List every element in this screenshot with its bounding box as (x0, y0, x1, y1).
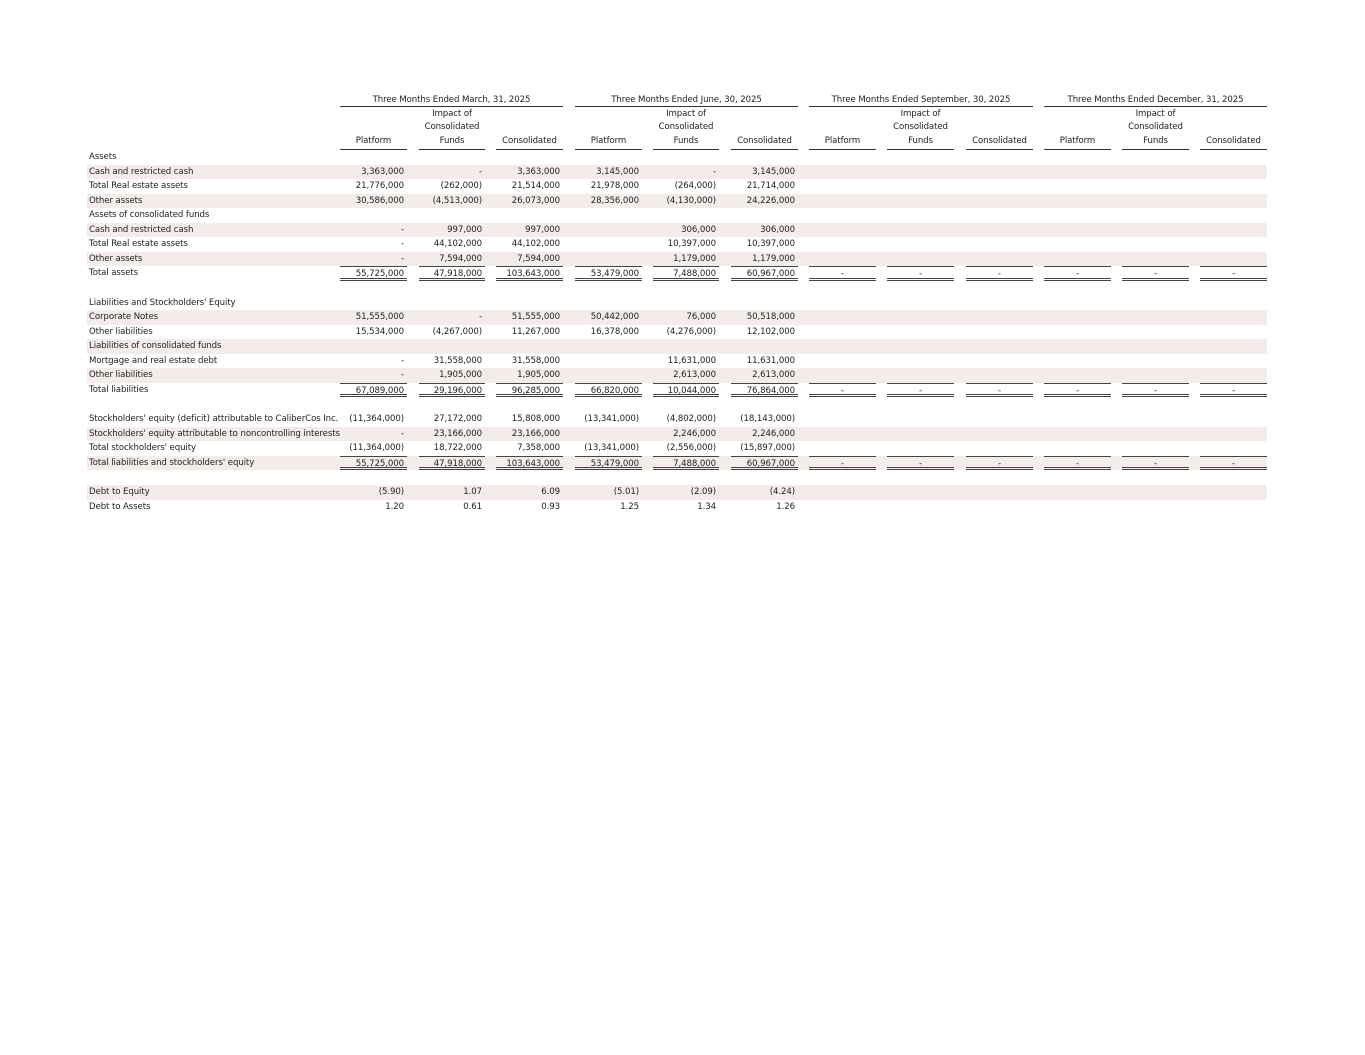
spacer-row (87, 470, 1267, 485)
column-header-text: Platform (355, 136, 392, 147)
value-cell: - (400, 355, 404, 366)
value-cell: 96,285,000 (496, 383, 563, 398)
value-cell: 28,356,000 (590, 195, 639, 206)
row-label: Other liabilities (89, 326, 153, 337)
period-header-q4: Three Months Ended December, 31, 2025 (1044, 93, 1267, 107)
row-label: Liabilities and Stockholders' Equity (89, 297, 236, 308)
table-header (87, 93, 1267, 150)
row-label: Total Real estate assets (89, 239, 188, 249)
column-header-text: Funds (908, 136, 933, 147)
value-cell: - (966, 456, 1033, 471)
value-cell: (2,556,000) (666, 443, 716, 453)
value-cell: (4,130,000) (666, 195, 716, 206)
value-cell: 2,246,000 (752, 428, 795, 439)
row-label: Mortgage and real estate debt (89, 355, 218, 366)
value-cell: (11,364,000) (349, 443, 404, 453)
column-header-text: Impact of (1135, 108, 1176, 119)
value-cell: 53,479,000 (575, 456, 642, 471)
value-cell (575, 237, 642, 252)
value-cell: 15,808,000 (511, 414, 560, 424)
spacer-row (87, 397, 1267, 412)
value-cell (575, 223, 642, 238)
row-label: Assets of consolidated funds (89, 210, 210, 220)
value-cell: 306,000 (760, 224, 795, 235)
column-header-consolidated (496, 107, 563, 150)
section-header-row (87, 339, 1267, 354)
table-row (87, 237, 1267, 252)
value-cell: 31,558,000 (433, 355, 482, 366)
row-label: Assets (89, 152, 117, 162)
row-label: Debt to Assets (89, 501, 151, 512)
table-body (87, 150, 1267, 514)
total-row (87, 456, 1267, 471)
value-cell: - (478, 312, 482, 322)
column-header-text: Consolidated (424, 122, 480, 133)
value-cell: 29,196,000 (419, 383, 485, 398)
table-row (87, 165, 1267, 180)
period-header-q1: Three Months Ended March, 31, 2025 (340, 93, 563, 107)
value-cell: 31,558,000 (511, 355, 560, 366)
value-cell: 53,479,000 (575, 266, 642, 281)
value-cell: 3,363,000 (361, 166, 404, 177)
row-label: Cash and restricted cash (89, 224, 194, 235)
row-label: Other assets (89, 253, 143, 264)
value-cell: (4,802,000) (666, 414, 716, 424)
value-cell: 27,172,000 (433, 414, 482, 424)
spacer-row (87, 281, 1267, 296)
value-cell: 66,820,000 (575, 383, 642, 398)
value-cell: 7,594,000 (517, 253, 560, 264)
value-cell: - (400, 428, 404, 439)
value-cell: 67,089,000 (340, 383, 407, 398)
column-header-platform (809, 107, 876, 150)
value-cell: 18,722,000 (433, 443, 482, 453)
value-cell: 47,918,000 (419, 456, 485, 471)
value-cell: 0.93 (541, 501, 560, 512)
value-cell: 306,000 (681, 224, 716, 235)
column-header-text: Funds (1143, 136, 1168, 147)
value-cell: 7,488,000 (653, 266, 719, 281)
value-cell: 10,397,000 (667, 239, 716, 249)
value-cell: - (1122, 456, 1189, 471)
column-header-platform (575, 107, 642, 150)
value-cell: 24,226,000 (746, 195, 795, 206)
value-cell: 6.09 (541, 487, 560, 497)
value-cell: 2,246,000 (673, 428, 716, 439)
row-label: Stockholders' equity attributable to noncontrolling interests (89, 428, 340, 439)
value-cell: - (1044, 383, 1111, 398)
value-cell: 103,643,000 (496, 266, 563, 281)
row-label: Total Real estate assets (89, 181, 188, 191)
value-cell: 1,179,000 (673, 253, 716, 264)
value-cell: 1.20 (385, 501, 404, 512)
value-cell: 11,631,000 (667, 355, 716, 366)
value-cell: - (1200, 383, 1267, 398)
value-cell: 10,044,000 (653, 383, 719, 398)
value-cell: 21,714,000 (746, 181, 795, 191)
value-cell: 23,166,000 (511, 428, 560, 439)
table-row (87, 223, 1267, 238)
table-row (87, 500, 1267, 515)
table-row (87, 412, 1267, 427)
row-label: Other liabilities (89, 370, 153, 380)
value-cell: 21,776,000 (355, 181, 404, 191)
value-cell: 11,631,000 (746, 355, 795, 366)
column-header-text: Platform (824, 136, 861, 147)
value-cell: 10,397,000 (746, 239, 795, 249)
period-header-q2: Three Months Ended June, 30, 2025 (575, 93, 798, 107)
value-cell (575, 368, 642, 383)
row-label: Corporate Notes (89, 312, 159, 322)
total-row (87, 383, 1267, 398)
row-label: Total assets (89, 268, 138, 278)
value-cell: - (478, 166, 482, 177)
value-cell: - (400, 239, 404, 249)
value-cell: (11,364,000) (349, 414, 404, 424)
value-cell: (18,143,000) (740, 414, 795, 424)
value-cell: - (712, 166, 716, 177)
value-cell: 23,166,000 (433, 428, 482, 439)
value-cell: - (809, 266, 876, 281)
value-cell: (262,000) (440, 181, 482, 191)
column-header-text: Impact of (666, 108, 706, 119)
value-cell: 997,000 (525, 224, 560, 235)
value-cell: 44,102,000 (433, 239, 482, 249)
column-header-text: Platform (590, 136, 627, 147)
value-cell: (15,897,000) (740, 443, 795, 453)
section-header-row (87, 208, 1267, 223)
column-header-impact (887, 107, 954, 150)
section-header-row (87, 296, 1267, 311)
value-cell: 997,000 (447, 224, 482, 235)
value-cell: 7,488,000 (653, 456, 719, 471)
column-header-impact (653, 107, 719, 150)
value-cell: 1.34 (697, 501, 716, 512)
table-row (87, 441, 1267, 456)
column-header-text: Impact of (432, 108, 472, 119)
row-label: Stockholders' equity (deficit) attributable to CaliberCos Inc. (89, 414, 339, 424)
value-cell: 11,267,000 (511, 326, 560, 337)
value-cell: 51,555,000 (511, 312, 560, 322)
value-cell: 3,145,000 (752, 166, 795, 177)
value-cell: 16,378,000 (590, 326, 639, 337)
value-cell: 76,000 (686, 312, 716, 322)
total-row (87, 266, 1267, 281)
value-cell: (4,267,000) (432, 326, 482, 337)
value-cell (575, 354, 642, 369)
value-cell: 55,725,000 (340, 456, 407, 471)
column-header-text: Consolidated (1128, 122, 1183, 133)
row-label: Cash and restricted cash (89, 166, 194, 177)
value-cell: (264,000) (674, 181, 716, 191)
column-header-text: Consolidated (972, 136, 1027, 147)
value-cell: 1,905,000 (517, 370, 560, 380)
value-cell: 60,967,000 (731, 456, 798, 471)
table-row (87, 427, 1267, 442)
value-cell: 1.07 (463, 487, 482, 497)
value-cell: 1.26 (776, 501, 795, 512)
value-cell: 50,442,000 (590, 312, 639, 322)
column-header-text: Consolidated (658, 122, 714, 133)
value-cell: 2,613,000 (752, 370, 795, 380)
value-cell: 0.61 (463, 501, 482, 512)
value-cell: 30,586,000 (355, 195, 404, 206)
value-cell: 3,145,000 (596, 166, 639, 177)
column-header-consolidated (966, 107, 1033, 150)
column-header-text: Funds (673, 136, 699, 147)
value-cell: 103,643,000 (496, 456, 563, 471)
value-cell: 76,864,000 (731, 383, 798, 398)
column-header-consolidated (731, 107, 798, 150)
table-row (87, 485, 1267, 500)
value-cell: (5.01) (613, 487, 639, 497)
column-header-text: Consolidated (893, 122, 948, 133)
row-label: Total liabilities and stockholders' equity (89, 457, 255, 468)
value-cell: - (1044, 456, 1111, 471)
table-row (87, 194, 1267, 209)
row-label: Debt to Equity (89, 487, 150, 497)
value-cell: - (1044, 266, 1111, 281)
row-label: Total stockholders' equity (89, 443, 196, 453)
value-cell: 21,978,000 (590, 181, 639, 191)
column-header-consolidated (1200, 107, 1267, 150)
value-cell: 15,534,000 (355, 326, 404, 337)
column-header-text: Consolidated (502, 136, 557, 147)
column-header-platform (1044, 107, 1111, 150)
value-cell: (13,341,000) (584, 443, 639, 453)
period-header-q3: Three Months Ended September, 30, 2025 (809, 93, 1033, 107)
column-header-impact (419, 107, 485, 150)
value-cell: 7,358,000 (517, 443, 560, 453)
row-label: Liabilities of consolidated funds (89, 341, 222, 351)
value-cell: - (966, 266, 1033, 281)
column-header-impact (1122, 107, 1189, 150)
table-row (87, 368, 1267, 383)
value-cell: (5.90) (378, 487, 404, 497)
row-label: Total liabilities (89, 384, 149, 395)
value-cell: - (1122, 266, 1189, 281)
value-cell: - (1200, 266, 1267, 281)
column-header-text: Consolidated (737, 136, 792, 147)
value-cell: (4,513,000) (432, 195, 482, 206)
value-cell (575, 252, 642, 267)
table-row (87, 179, 1267, 194)
value-cell: 60,967,000 (731, 266, 798, 281)
column-header-text: Consolidated (1206, 136, 1261, 147)
value-cell: (4.24) (769, 487, 795, 497)
row-label: Other assets (89, 195, 143, 206)
value-cell: (2.09) (690, 487, 716, 497)
value-cell: - (1200, 456, 1267, 471)
column-header-text: Funds (439, 136, 465, 147)
value-cell (575, 427, 642, 442)
value-cell: (13,341,000) (584, 414, 639, 424)
value-cell: 1.25 (620, 501, 639, 512)
column-header-platform (340, 107, 407, 150)
value-cell: 47,918,000 (419, 266, 485, 281)
value-cell: - (966, 383, 1033, 398)
value-cell: - (400, 370, 404, 380)
value-cell: - (1122, 383, 1189, 398)
value-cell: - (887, 383, 954, 398)
table-row (87, 354, 1267, 369)
value-cell: - (809, 456, 876, 471)
value-cell: 44,102,000 (511, 239, 560, 249)
value-cell: - (809, 383, 876, 398)
table-row (87, 310, 1267, 325)
value-cell: 2,613,000 (673, 370, 716, 380)
value-cell: (4,276,000) (666, 326, 716, 337)
table-row (87, 325, 1267, 340)
value-cell: - (400, 253, 404, 264)
value-cell: 12,102,000 (746, 326, 795, 337)
value-cell: 51,555,000 (355, 312, 404, 322)
value-cell: - (887, 266, 954, 281)
value-cell: 3,363,000 (517, 166, 560, 177)
column-header-text: Platform (1059, 136, 1096, 147)
financial-table (87, 93, 1267, 514)
table-row (87, 252, 1267, 267)
value-cell: 50,518,000 (746, 312, 795, 322)
value-cell: - (887, 456, 954, 471)
value-cell: 21,514,000 (511, 181, 560, 191)
section-header-row (87, 150, 1267, 165)
value-cell: 7,594,000 (439, 253, 482, 264)
value-cell: 26,073,000 (511, 195, 560, 206)
value-cell: 55,725,000 (340, 266, 407, 281)
value-cell: 1,905,000 (439, 370, 482, 380)
value-cell: - (400, 224, 404, 235)
column-header-text: Impact of (900, 108, 941, 119)
value-cell: 1,179,000 (752, 253, 795, 264)
